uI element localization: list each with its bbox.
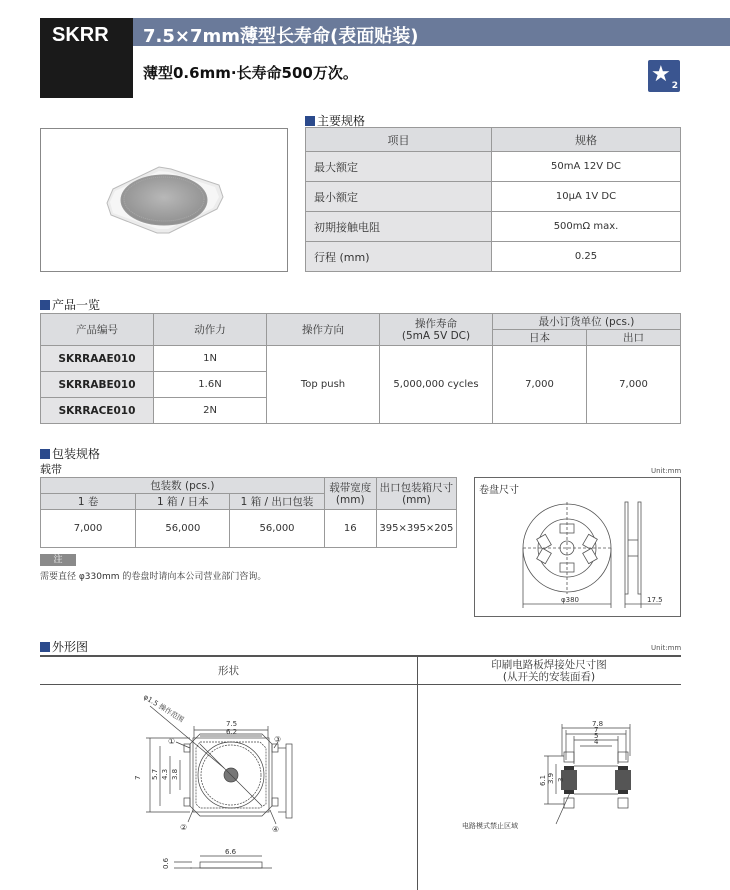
keepout-label: 电路模式禁止区域 <box>462 822 518 830</box>
reel-width-label: 17.5 <box>647 596 663 604</box>
moq-export-value: 7,000 <box>587 346 681 424</box>
product-table <box>40 313 681 424</box>
col-box-size: 出口包装箱尺寸 (mm) <box>376 478 456 510</box>
spec-table <box>305 127 681 272</box>
switch-image <box>41 129 287 271</box>
packing-subtitle: 载带 <box>40 463 62 476</box>
col-box-jp: 1 箱 / 日本 <box>136 494 230 510</box>
col-life: 操作寿命 (5mA 5V DC) <box>380 314 493 346</box>
col-reel: 1 卷 <box>41 494 136 510</box>
force-value: 1.6N <box>154 372 267 398</box>
box-ex-qty: 56,000 <box>230 510 324 548</box>
spec-label: 最小额定 <box>306 182 492 212</box>
pin-3: ③ <box>274 735 282 744</box>
top-band <box>0 0 730 18</box>
spec-section-title: 主要规格 <box>305 112 365 129</box>
spec-value: 0.25 <box>492 242 681 272</box>
moq-japan-value: 7,000 <box>493 346 587 424</box>
force-value: 1N <box>154 346 267 372</box>
pin-1: ① <box>168 737 176 746</box>
col-part: 产品编号 <box>41 314 154 346</box>
spec-label: 初期接触电阻 <box>306 212 492 242</box>
col-direction: 操作方向 <box>267 314 380 346</box>
col-qty: 包装数 (pcs.) <box>41 478 325 494</box>
packing-section-title: 包装规格 <box>40 445 100 462</box>
pcb-dim-1: 7.8 <box>592 720 604 728</box>
spec-label: 最大额定 <box>306 152 492 182</box>
col-export: 出口 <box>587 330 681 346</box>
col-shape: 形状 <box>218 665 239 677</box>
col-force: 动作力 <box>154 314 267 346</box>
life-value: 5,000,000 cycles <box>380 346 493 424</box>
spec-label: 行程 (mm) <box>306 242 492 272</box>
pcb-dim-7: 3 <box>557 777 565 782</box>
col-pcb: 印刷电路板焊接处尺寸图 (从开关的安装面看) <box>491 659 607 683</box>
badge-number: 2 <box>671 81 678 91</box>
star-icon: ★ <box>651 62 671 87</box>
spec-value: 10μA 1V DC <box>492 182 681 212</box>
page-title: 7.5×7mm薄型长寿命(表面贴装) <box>143 26 419 47</box>
dim-bottom: 6.6 <box>225 848 237 856</box>
col-moq: 最小订货单位 (pcs.) <box>493 314 681 330</box>
note-tag: 注 <box>40 554 76 566</box>
spec-value: 50mA 12V DC <box>492 152 681 182</box>
direction-value: Top push <box>267 346 380 424</box>
pin-2: ② <box>180 823 188 832</box>
outline-drawing <box>40 686 416 890</box>
outline-section-title: 外形图 <box>40 638 88 655</box>
packing-unit: Unit:mm <box>651 467 682 475</box>
product-photo <box>40 128 288 272</box>
box-size: 395×395×205 <box>376 510 456 548</box>
part-number: SKRRACE010 <box>41 398 154 424</box>
category-badge <box>648 60 680 92</box>
page-subtitle: 薄型0.6mm·长寿命500万次。 <box>143 64 358 82</box>
dim-h1: 7 <box>134 775 142 780</box>
outline-header <box>40 655 681 685</box>
dim-h4: 3.8 <box>171 768 179 780</box>
pcb-dim-2: 7 <box>594 726 599 734</box>
pcb-dim-3: 5 <box>594 732 599 740</box>
part-number: SKRRAAE010 <box>41 346 154 372</box>
pcb-dim-5: 6.1 <box>539 774 547 786</box>
packing-table <box>40 477 457 548</box>
dim-h2: 5.7 <box>151 768 159 780</box>
reel-drawing-box <box>474 477 681 617</box>
note-text: 需要直径 φ330mm 的卷盘时请向本公司营业部门咨询。 <box>40 572 267 582</box>
dim-thickness: 0.6 <box>162 857 170 869</box>
pcb-dim-6: 3.9 <box>547 772 555 784</box>
reel-diameter-label: φ380 <box>561 596 579 604</box>
reel-title: 卷盘尺寸 <box>479 485 519 496</box>
force-value: 2N <box>154 398 267 424</box>
outline-unit: Unit:mm <box>651 644 682 652</box>
col-japan: 日本 <box>493 330 587 346</box>
col-tape-width: 载带宽度 (mm) <box>324 478 376 510</box>
reel-qty: 7,000 <box>41 510 136 548</box>
products-section-title: 产品一览 <box>40 296 100 313</box>
dim-h3: 4.3 <box>161 768 169 780</box>
dim-w1: 7.5 <box>226 720 238 728</box>
part-number: SKRRABE010 <box>41 372 154 398</box>
box-jp-qty: 56,000 <box>136 510 230 548</box>
dim-w2: 6.2 <box>226 728 238 736</box>
spec-value: 500mΩ max. <box>492 212 681 242</box>
tape-width: 16 <box>324 510 376 548</box>
series-code: SKRR <box>52 24 109 46</box>
reel-drawing <box>475 478 680 616</box>
col-box-ex: 1 箱 / 出口包装 <box>230 494 324 510</box>
operation-area-label: φ1.5 操作范围 <box>141 692 186 725</box>
pcb-dim-4: 4 <box>594 738 599 746</box>
pin-4: ④ <box>272 825 280 834</box>
spec-header-spec: 规格 <box>492 128 681 152</box>
pcb-drawing <box>418 686 681 890</box>
spec-header-item: 项目 <box>306 128 492 152</box>
